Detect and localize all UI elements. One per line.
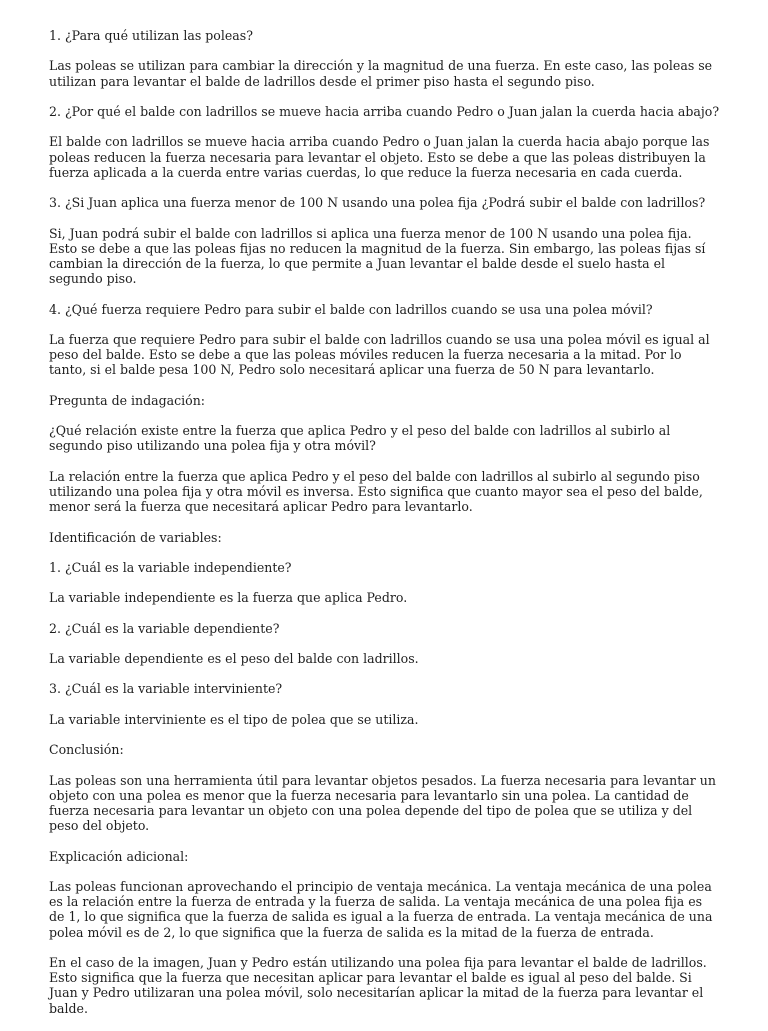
variable-answer-3: La variable interviniente es el tipo de polea que se utiliza. — [49, 711, 419, 727]
inquiry-question: ¿Qué relación existe entre la fuerza que aplica Pedro y el peso del balde con ladrillos al subirlo al segundo piso utilizando una polea fija y otra móvil? — [49, 423, 671, 454]
inquiry-answer: La relación entre la fuerza que aplica Pedro y el peso del balde con ladrillos al subirlo al segundo piso utilizando una polea fija y otra móvil es inversa. Esto significa que cuanto mayor sea el peso del balde, menor será la fuerza que necesitará aplicar Pedro para levantarlo. — [49, 468, 703, 515]
section-heading-additional: Explicación adicional: — [49, 848, 189, 864]
variable-question-3: 3. ¿Cuál es la variable interviniente? — [49, 681, 283, 697]
variable-question-2: 2. ¿Cuál es la variable dependiente? — [49, 620, 280, 636]
question-3: 3. ¿Si Juan aplica una fuerza menor de 100 N usando una polea fija ¿Podrá subir el balde con ladrillos? — [49, 195, 706, 211]
question-2: 2. ¿Por qué el balde con ladrillos se mueve hacia arriba cuando Pedro o Juan jalan la cuerda hacia abajo? — [49, 103, 720, 119]
section-heading-conclusion: Conclusión: — [49, 742, 124, 758]
conclusion-text: Las poleas son una herramienta útil para levantar objetos pesados. La fuerza necesaria para levantar un objeto con una polea es menor que la fuerza necesaria para levantarlo sin una polea. La cantidad de fuerza necesaria para levantar un objeto con una polea depende del tipo de polea que se utiliza y del peso del objeto. — [49, 772, 716, 834]
variable-answer-2: La variable dependiente es el peso del balde con ladrillos. — [49, 651, 419, 667]
answer-2: El balde con ladrillos se mueve hacia arriba cuando Pedro o Juan jalan la cuerda hacia abajo porque las poleas reducen la fuerza necesaria para levantar el objeto. Esto se debe a que las poleas distribuyen la fuerza aplicada a la cuerda entre varias cuerdas, lo que reduce la fuerza necesaria en cada cuerda. — [49, 134, 710, 180]
answer-4: La fuerza que requiere Pedro para subir el balde con ladrillos cuando se usa una polea móvil es igual al peso del balde. Esto se debe a que las poleas móviles reducen la fuerza necesaria a la mitad. Por lo tanto, si el balde pesa 100 N, Pedro solo necesitará aplicar una fuerza de 50 N para levantarlo. — [49, 331, 710, 378]
section-heading-variables: Identificación de variables: — [49, 529, 222, 545]
answer-1: Las poleas se utilizan para cambiar la dirección y la magnitud de una fuerza. En este caso, las poleas se utilizan para levantar el balde de ladrillos desde el primer piso hasta el segundo piso. — [49, 58, 713, 89]
document-page — [49, 28, 721, 1031]
variable-answer-1: La variable independiente es la fuerza que aplica Pedro. — [49, 590, 408, 606]
question-4: 4. ¿Qué fuerza requiere Pedro para subir el balde con ladrillos cuando se usa una polea móvil? — [49, 301, 653, 317]
answer-3: Si, Juan podrá subir el balde con ladrillos si aplica una fuerza menor de 100 N usando una polea fija. Esto se debe a que las poleas fijas no reducen la magnitud de la fuerza. Sin embargo, las poleas fijas sí cambian la dirección de la fuerza, lo que permite a Juan levantar el balde desde el suelo hasta el segundo piso. — [49, 225, 706, 287]
section-heading-inquiry: Pregunta de indagación: — [49, 392, 206, 408]
variable-question-1: 1. ¿Cuál es la variable independiente? — [49, 559, 292, 575]
question-1: 1. ¿Para qué utilizan las poleas? — [49, 28, 253, 43]
additional-text-2: En el caso de la imagen, Juan y Pedro están utilizando una polea fija para levantar el balde de ladrillos. Esto significa que la fuerza que necesitan aplicar para levantar el balde es igual al peso del balde. Si Juan y Pedro utilizaran una polea móvil, solo necesitarían aplicar la mitad de la fuerza para levantar el balde. — [49, 955, 707, 1016]
additional-text-1: Las poleas funcionan aprovechando el principio de ventaja mecánica. La ventaja mecánica de una polea es la relación entre la fuerza de entrada y la fuerza de salida. La ventaja mecánica de una polea fija es de 1, lo que significa que la fuerza de salida es igual a la fuerza de entrada. La ventaja mecánica de una polea móvil es de 2, lo que significa que la fuerza de salida es la mitad de la fuerza de entrada. — [49, 879, 713, 940]
